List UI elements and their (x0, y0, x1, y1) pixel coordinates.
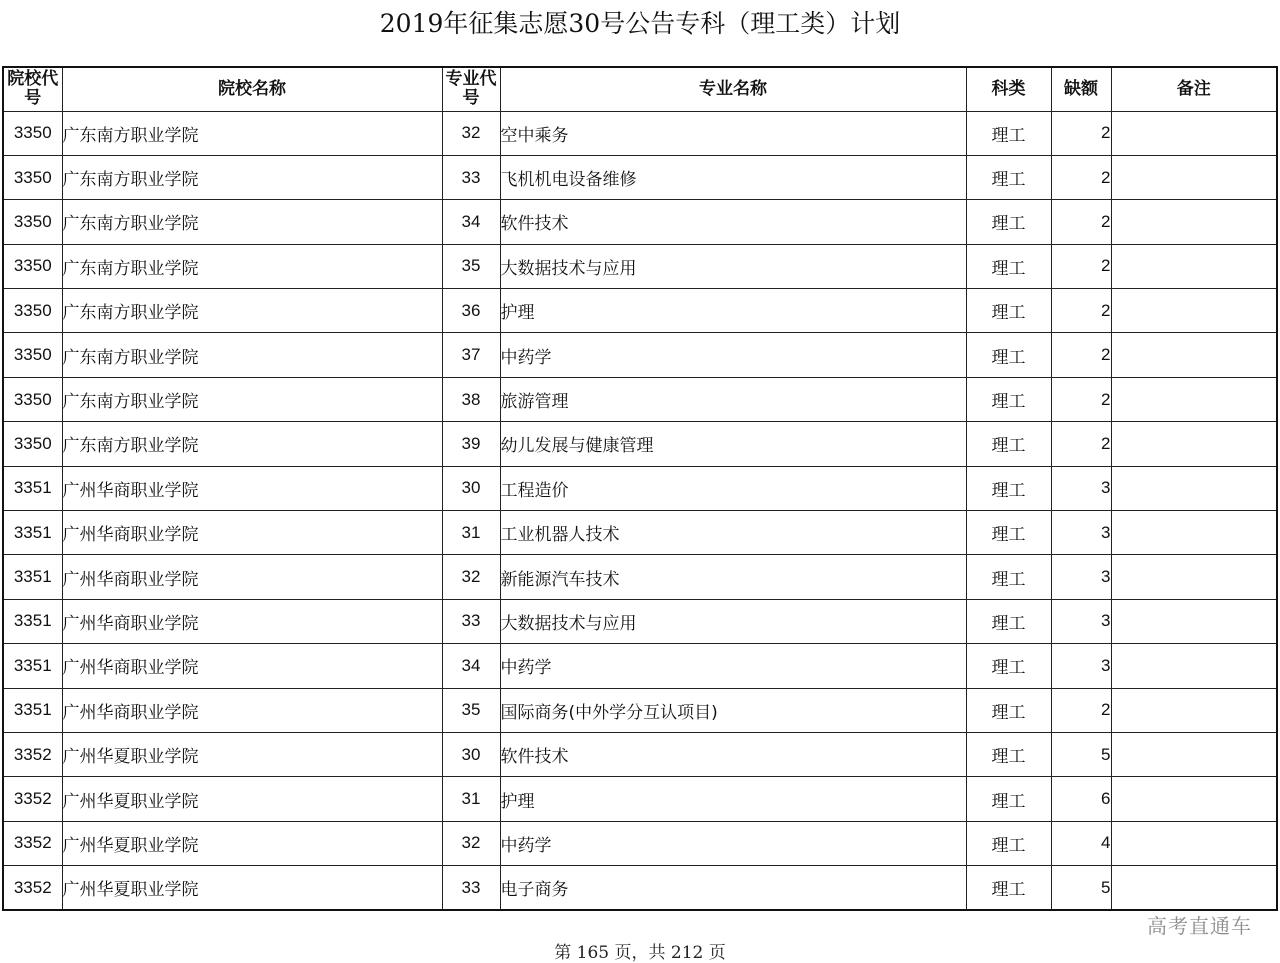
cell-major-name: 中药学 (500, 821, 966, 865)
cell-school-code: 3351 (3, 688, 62, 732)
cell-major-name: 旅游管理 (500, 377, 966, 421)
cell-quota: 2 (1051, 200, 1111, 244)
cell-major-code: 38 (442, 377, 500, 421)
cell-school-name: 广州华夏职业学院 (62, 732, 442, 776)
cell-quota: 4 (1051, 821, 1111, 865)
table-row (3, 821, 1277, 865)
cell-category: 理工 (966, 555, 1051, 599)
cell-category: 理工 (966, 289, 1051, 333)
cell-quota: 3 (1051, 599, 1111, 643)
cell-note (1111, 511, 1277, 555)
table-row (3, 111, 1277, 155)
cell-major-code: 31 (442, 777, 500, 821)
cell-quota: 3 (1051, 644, 1111, 688)
cell-major-name: 电子商务 (500, 866, 966, 910)
cell-school-name: 广东南方职业学院 (62, 289, 442, 333)
cell-major-name: 护理 (500, 777, 966, 821)
header-major-name: 专业名称 (500, 67, 966, 111)
cell-quota: 2 (1051, 688, 1111, 732)
cell-school-code: 3350 (3, 377, 62, 421)
cell-major-code: 35 (442, 688, 500, 732)
table-row (3, 866, 1277, 910)
watermark: 高考直通车 (1147, 914, 1252, 938)
cell-school-code: 3352 (3, 866, 62, 910)
cell-major-name: 软件技术 (500, 200, 966, 244)
cell-major-code: 30 (442, 466, 500, 510)
cell-school-name: 广州华商职业学院 (62, 511, 442, 555)
cell-major-name: 中药学 (500, 644, 966, 688)
cell-note (1111, 466, 1277, 510)
cell-school-name: 广州华商职业学院 (62, 599, 442, 643)
cell-note (1111, 200, 1277, 244)
cell-major-code: 32 (442, 555, 500, 599)
cell-quota: 6 (1051, 777, 1111, 821)
cell-school-code: 3351 (3, 511, 62, 555)
cell-major-name: 工程造价 (500, 466, 966, 510)
cell-school-code: 3352 (3, 732, 62, 776)
cell-quota: 2 (1051, 377, 1111, 421)
cell-note (1111, 289, 1277, 333)
cell-school-name: 广州华商职业学院 (62, 688, 442, 732)
cell-note (1111, 599, 1277, 643)
cell-school-code: 3352 (3, 777, 62, 821)
cell-category: 理工 (966, 244, 1051, 288)
cell-school-name: 广州华夏职业学院 (62, 777, 442, 821)
cell-school-name: 广州华夏职业学院 (62, 821, 442, 865)
cell-school-name: 广东南方职业学院 (62, 200, 442, 244)
cell-quota: 5 (1051, 866, 1111, 910)
cell-category: 理工 (966, 732, 1051, 776)
cell-school-name: 广州华商职业学院 (62, 644, 442, 688)
cell-major-name: 空中乘务 (500, 111, 966, 155)
cell-major-name: 大数据技术与应用 (500, 599, 966, 643)
cell-quota: 5 (1051, 732, 1111, 776)
cell-category: 理工 (966, 511, 1051, 555)
table-row (3, 422, 1277, 466)
table-row (3, 777, 1277, 821)
cell-school-name: 广东南方职业学院 (62, 155, 442, 199)
table-row (3, 511, 1277, 555)
cell-major-code: 31 (442, 511, 500, 555)
cell-major-name: 工业机器人技术 (500, 511, 966, 555)
cell-school-name: 广东南方职业学院 (62, 111, 442, 155)
table-row (3, 688, 1277, 732)
cell-category: 理工 (966, 200, 1051, 244)
table-row (3, 200, 1277, 244)
table-body (3, 111, 1277, 910)
cell-school-code: 3351 (3, 644, 62, 688)
cell-quota: 2 (1051, 422, 1111, 466)
cell-category: 理工 (966, 688, 1051, 732)
cell-school-name: 广州华商职业学院 (62, 555, 442, 599)
table-row (3, 289, 1277, 333)
table-row (3, 155, 1277, 199)
cell-major-code: 35 (442, 244, 500, 288)
table-row (3, 466, 1277, 510)
cell-school-code: 3350 (3, 289, 62, 333)
cell-note (1111, 688, 1277, 732)
cell-category: 理工 (966, 333, 1051, 377)
cell-school-name: 广东南方职业学院 (62, 244, 442, 288)
enrollment-plan-table (2, 66, 1278, 911)
cell-note (1111, 777, 1277, 821)
table-row (3, 377, 1277, 421)
cell-school-code: 3350 (3, 111, 62, 155)
header-quota: 缺额 (1051, 67, 1111, 111)
cell-note (1111, 555, 1277, 599)
cell-major-code: 33 (442, 866, 500, 910)
cell-quota: 3 (1051, 511, 1111, 555)
cell-note (1111, 644, 1277, 688)
header-school-name: 院校名称 (62, 67, 442, 111)
cell-school-code: 3350 (3, 155, 62, 199)
cell-major-name: 幼儿发展与健康管理 (500, 422, 966, 466)
cell-note (1111, 333, 1277, 377)
cell-school-name: 广东南方职业学院 (62, 422, 442, 466)
cell-category: 理工 (966, 377, 1051, 421)
cell-category: 理工 (966, 155, 1051, 199)
cell-major-name: 软件技术 (500, 732, 966, 776)
cell-note (1111, 155, 1277, 199)
cell-quota: 2 (1051, 333, 1111, 377)
cell-school-code: 3350 (3, 200, 62, 244)
cell-major-code: 39 (442, 422, 500, 466)
table-row (3, 244, 1277, 288)
header-major-code: 专业代号 (442, 67, 500, 111)
cell-category: 理工 (966, 422, 1051, 466)
table-row (3, 599, 1277, 643)
cell-quota: 2 (1051, 111, 1111, 155)
table-row (3, 644, 1277, 688)
cell-school-name: 广州华商职业学院 (62, 466, 442, 510)
cell-major-name: 国际商务(中外学分互认项目) (500, 688, 966, 732)
cell-school-code: 3351 (3, 466, 62, 510)
cell-major-code: 32 (442, 111, 500, 155)
cell-note (1111, 377, 1277, 421)
cell-note (1111, 866, 1277, 910)
cell-school-code: 3351 (3, 555, 62, 599)
cell-major-code: 33 (442, 599, 500, 643)
cell-quota: 3 (1051, 466, 1111, 510)
header-category: 科类 (966, 67, 1051, 111)
cell-category: 理工 (966, 466, 1051, 510)
cell-school-name: 广东南方职业学院 (62, 333, 442, 377)
cell-major-name: 飞机机电设备维修 (500, 155, 966, 199)
cell-category: 理工 (966, 644, 1051, 688)
header-school-code: 院校代号 (3, 67, 62, 111)
cell-major-code: 36 (442, 289, 500, 333)
table-header-row (3, 67, 1277, 111)
cell-major-code: 34 (442, 644, 500, 688)
cell-school-name: 广东南方职业学院 (62, 377, 442, 421)
cell-category: 理工 (966, 777, 1051, 821)
table-row (3, 732, 1277, 776)
cell-major-code: 34 (442, 200, 500, 244)
cell-note (1111, 732, 1277, 776)
table-row (3, 555, 1277, 599)
cell-category: 理工 (966, 599, 1051, 643)
cell-category: 理工 (966, 111, 1051, 155)
cell-major-code: 37 (442, 333, 500, 377)
page-footer: 第 165 页，共 212 页 (554, 943, 726, 963)
cell-major-name: 大数据技术与应用 (500, 244, 966, 288)
cell-quota: 3 (1051, 555, 1111, 599)
cell-major-name: 新能源汽车技术 (500, 555, 966, 599)
cell-note (1111, 111, 1277, 155)
cell-quota: 2 (1051, 289, 1111, 333)
cell-note (1111, 244, 1277, 288)
header-note: 备注 (1111, 67, 1277, 111)
cell-school-name: 广州华夏职业学院 (62, 866, 442, 910)
cell-major-name: 护理 (500, 289, 966, 333)
cell-school-code: 3352 (3, 821, 62, 865)
cell-school-code: 3351 (3, 599, 62, 643)
cell-category: 理工 (966, 866, 1051, 910)
cell-major-code: 33 (442, 155, 500, 199)
cell-note (1111, 422, 1277, 466)
cell-school-code: 3350 (3, 422, 62, 466)
cell-school-code: 3350 (3, 333, 62, 377)
cell-school-code: 3350 (3, 244, 62, 288)
table-row (3, 333, 1277, 377)
cell-quota: 2 (1051, 155, 1111, 199)
document-title: 2019年征集志愿30号公告专科（理工类）计划 (379, 9, 901, 38)
cell-major-code: 32 (442, 821, 500, 865)
cell-major-code: 30 (442, 732, 500, 776)
cell-note (1111, 821, 1277, 865)
cell-major-name: 中药学 (500, 333, 966, 377)
cell-category: 理工 (966, 821, 1051, 865)
cell-quota: 2 (1051, 244, 1111, 288)
